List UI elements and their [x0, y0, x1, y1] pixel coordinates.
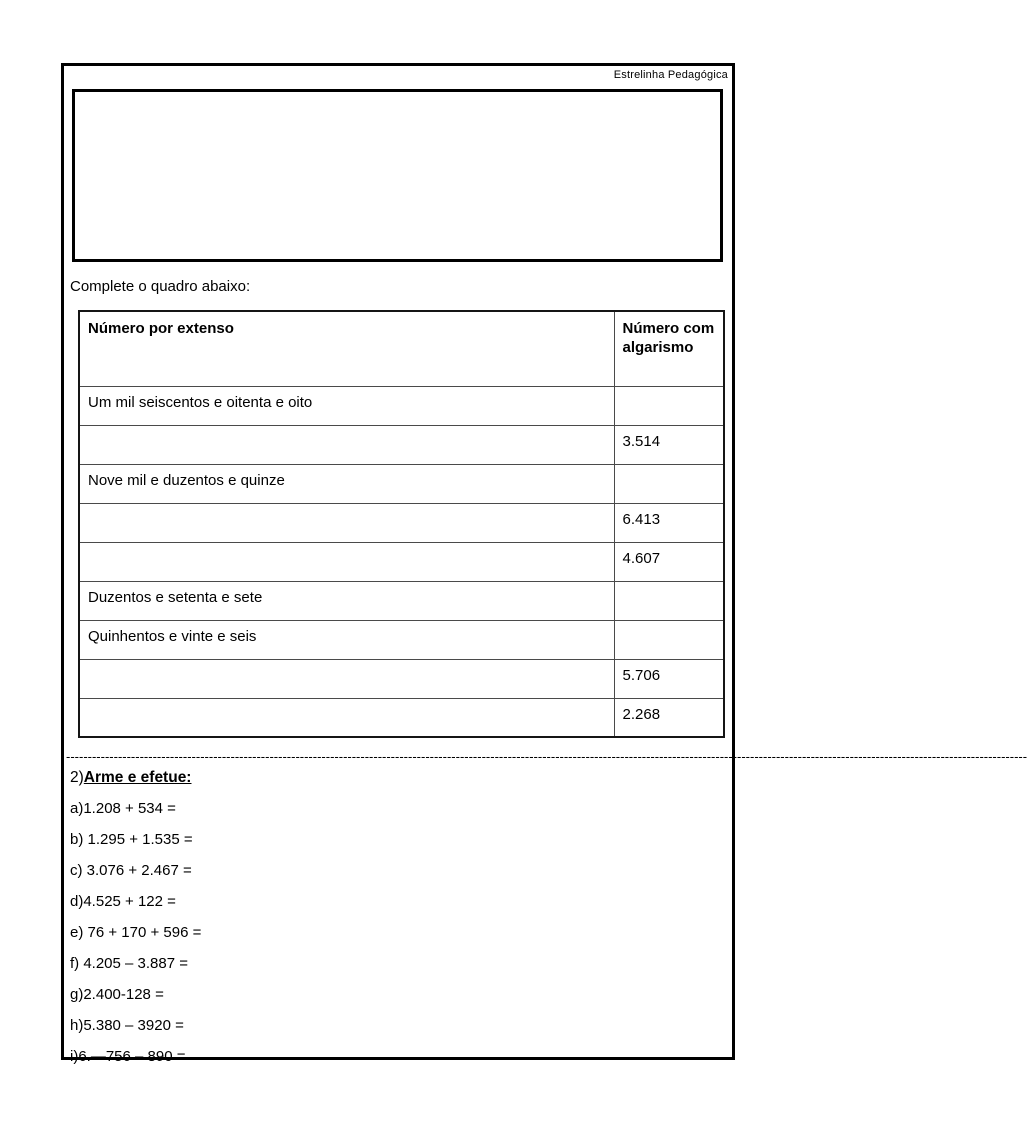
col-header-algarismo: Número com algarismo: [614, 311, 724, 386]
table-row: [79, 620, 724, 659]
table-row: [79, 464, 724, 503]
exercise-heading: [70, 768, 732, 787]
algarismo-cell: 6.413: [614, 503, 724, 542]
algarismo-cell: 4.607: [614, 542, 724, 581]
exercise-item-a: a)1.208 + 534 =: [70, 800, 176, 817]
table-row: [79, 425, 724, 464]
exercise-item-d: d)4.525 + 122 =: [70, 893, 176, 910]
table-row: [79, 659, 724, 698]
algarismo-cell: [614, 620, 724, 659]
extenso-cell: [79, 659, 614, 698]
extenso-cell: Quinhentos e vinte e seis: [79, 620, 614, 659]
exercise-item-f: f) 4.205 – 3.887 =: [70, 955, 189, 972]
exercise-title: Arme e efetue:: [83, 769, 192, 786]
extenso-cell: Duzentos e setenta e sete: [79, 581, 614, 620]
algarismo-cell: 5.706: [614, 659, 724, 698]
exercise-number: 2): [70, 769, 84, 786]
brand-header: Estrelinha Pedagógica: [613, 69, 728, 81]
extenso-cell: [79, 503, 614, 542]
table-row: [79, 503, 724, 542]
table-row: [79, 386, 724, 425]
table-header-row: [79, 311, 724, 386]
extenso-cell: Nove mil e duzentos e quinze: [79, 464, 614, 503]
extenso-cell: [79, 425, 614, 464]
algarismo-cell: 3.514: [614, 425, 724, 464]
intro-instruction: Complete o quadro abaixo:: [70, 278, 251, 295]
table-row: [79, 542, 724, 581]
col-header-extenso: Número por extenso: [79, 311, 614, 386]
extenso-cell: Um mil seiscentos e oitenta e oito: [79, 386, 614, 425]
exercise-item-i: i)6.—756 – 890 =: [70, 1048, 186, 1065]
exercise-item-g: g)2.400-128 =: [70, 986, 164, 1003]
number-table: [78, 310, 725, 738]
extenso-cell: [79, 542, 614, 581]
algarismo-cell: [614, 386, 724, 425]
dashed-divider: ------------------------------------------------------------------------------------------------------------------------------------------------------------------------------------------------------------------------------: [66, 749, 1027, 764]
algarismo-cell: [614, 581, 724, 620]
algarismo-cell: [614, 464, 724, 503]
exercise-item-b: b) 1.295 + 1.535 =: [70, 831, 193, 848]
table-row: [79, 581, 724, 620]
algarismo-cell: 2.268: [614, 698, 724, 737]
table-row: [79, 698, 724, 737]
empty-title-box: [72, 89, 723, 262]
exercise-item-e: e) 76 + 170 + 596 =: [70, 924, 202, 941]
exercise-item-h: h)5.380 – 3920 =: [70, 1017, 184, 1034]
worksheet-page: [61, 63, 1027, 1065]
exercise-item-c: c) 3.076 + 2.467 =: [70, 862, 192, 879]
extenso-cell: [79, 698, 614, 737]
